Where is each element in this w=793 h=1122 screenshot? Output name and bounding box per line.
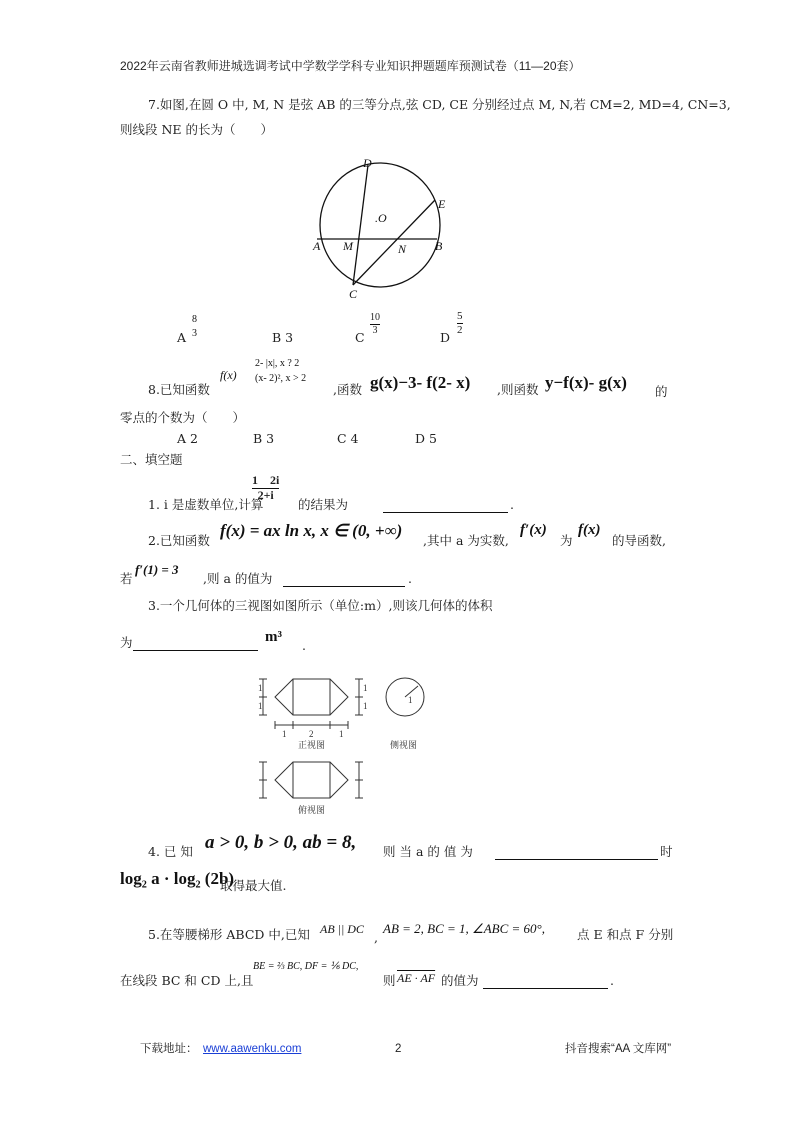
svg-text:1: 1 xyxy=(258,683,263,693)
f4-formula2: log₂ a · log₂ (2b) xyxy=(120,869,235,888)
q7-option-d: D xyxy=(440,330,451,345)
f2-end: . xyxy=(408,571,412,586)
f5-answer-blank xyxy=(483,988,608,989)
label-m: M xyxy=(343,239,353,253)
f2-cond: f′(1) = 3 xyxy=(135,562,179,577)
f1-answer-blank xyxy=(383,512,508,513)
q7-line1: 7.如图,在圆 O 中, M, N 是弦 AB 的三等分点,弦 CD, CE 分别经过点 M, N,若 CM=2, MD=4, CN=3, xyxy=(148,97,731,112)
label-b: B xyxy=(435,239,443,253)
f3-unit: m³ xyxy=(265,629,282,645)
f5-comma: , xyxy=(374,930,378,945)
f2-wei: 为 xyxy=(560,533,573,548)
q7-option-a: A xyxy=(177,330,187,345)
label-a: A xyxy=(313,239,321,253)
f2-mid: ,其中 a 为实数, xyxy=(423,533,509,548)
f5-suffix: 的值为 xyxy=(441,973,479,988)
f5-f2: AB = 2, BC = 1, ∠ABC = 60°, xyxy=(383,921,545,936)
f2-fpx: f′(x) xyxy=(520,522,547,538)
label-e: E xyxy=(438,197,446,211)
q7-option-b: B 3 xyxy=(272,330,294,345)
label-n: N xyxy=(398,242,407,256)
label-c: C xyxy=(349,287,358,300)
svg-text:1: 1 xyxy=(408,695,413,705)
q8-option-a: A 2 xyxy=(177,431,198,446)
top-view-label: 俯视图 xyxy=(298,805,326,815)
f1-end: . xyxy=(510,497,514,512)
f3-end: . xyxy=(302,638,306,653)
q8-mid2: ,则函数 xyxy=(497,382,539,397)
label-d: D xyxy=(363,156,372,170)
circle-figure xyxy=(305,150,465,300)
f3-line1: 3.一个几何体的三视图如图所示（单位:m）,则该几何体的体积 xyxy=(148,598,493,613)
svg-text:2: 2 xyxy=(309,729,314,739)
f4-formula: a > 0, b > 0, ab = 8, xyxy=(205,832,357,853)
f1-fraction: 1 2i 2+i xyxy=(252,473,280,502)
f2-fx: f(x) xyxy=(578,522,601,538)
q8-piece1: 2- |x|, x ? 2 xyxy=(255,358,300,369)
f2-prefix: 2.已知函数 xyxy=(148,533,210,548)
f1-suffix: 的结果为 xyxy=(298,497,349,512)
section-title: 二、填空题 xyxy=(120,452,183,467)
footer-label: 下载地址： xyxy=(140,1043,198,1055)
f5-end: . xyxy=(610,973,614,988)
q8-option-c: C 4 xyxy=(337,431,359,446)
f5-f4: AE · AF xyxy=(397,971,436,985)
svg-text:1: 1 xyxy=(363,683,368,693)
f1-prefix: 1. i 是虚数单位,计算 xyxy=(148,497,264,512)
q7-option-c: C xyxy=(355,330,365,345)
f5-f3: BE = ⅔ BC, DF = ⅙ DC, xyxy=(253,961,359,972)
q8-option-b: B 3 xyxy=(253,431,275,446)
svg-text:1: 1 xyxy=(282,729,287,739)
f3-wei: 为 xyxy=(120,635,133,650)
footer-right: 抖音搜索“AA 文库网” xyxy=(565,1043,672,1055)
q8-gx: g(x)−3- f(2- x) xyxy=(370,373,471,392)
f5-f1: AB || DC xyxy=(320,922,364,936)
f5-mid: 点 E 和点 F 分别 xyxy=(577,927,674,942)
page-number: 2 xyxy=(395,1043,402,1055)
q8-option-d: D 5 xyxy=(415,431,437,446)
q8-line2: 零点的个数为（ ） xyxy=(120,410,246,425)
svg-text:1: 1 xyxy=(258,701,263,711)
q8-fx: f(x) xyxy=(220,368,237,382)
footer-link[interactable]: www.aawenku.com xyxy=(203,1043,302,1055)
f4-mid: 则 当 a 的 值 为 xyxy=(383,844,473,859)
f3-answer-blank xyxy=(133,650,258,651)
q8-y: y−f(x)- g(x) xyxy=(545,373,627,392)
f4-prefix: 4. 已 知 xyxy=(148,844,193,859)
f5-ze: 则 xyxy=(383,973,396,988)
svg-text:1: 1 xyxy=(339,729,344,739)
q7-option-a-fraction: 8 3 xyxy=(192,314,197,339)
side-view-label: 侧视图 xyxy=(390,740,418,750)
f4-shi: 时 xyxy=(660,844,673,859)
q7-option-c-fraction: 10 3 xyxy=(370,312,380,336)
q7-option-d-fraction: 5 2 xyxy=(457,310,463,336)
f5-prefix: 5.在等腰梯形 ABCD 中,已知 xyxy=(148,927,310,942)
f4-answer-blank xyxy=(495,859,658,860)
f2-ruo: 若 xyxy=(120,571,133,586)
f4-suffix: 取得最大值. xyxy=(220,878,287,893)
f2-formula: f(x) = ax ln x, x ∈ (0, +∞) xyxy=(220,521,403,540)
q7-line2: 则线段 NE 的长为（ ） xyxy=(120,122,274,137)
front-view-label: 正视图 xyxy=(298,740,326,750)
f5-line2: 在线段 BC 和 CD 上,且 xyxy=(120,973,254,988)
f2-line2: ,则 a 的值为 xyxy=(203,571,273,586)
q8-piece2: (x- 2)², x > 2 xyxy=(255,373,307,384)
q8-prefix: 8.已知函数 xyxy=(148,382,210,397)
q8-suffix: 的 xyxy=(655,384,668,399)
three-view-figure xyxy=(245,665,445,820)
q8-mid1: ,函数 xyxy=(333,382,362,397)
f2-answer-blank xyxy=(283,586,405,587)
svg-text:1: 1 xyxy=(363,701,368,711)
f2-suffix: 的导函数, xyxy=(612,533,666,548)
page-header: 2022年云南省教师进城选调考试中学数学学科专业知识押题题库预测试卷（11—20套） xyxy=(120,59,581,73)
label-o: .O xyxy=(375,211,387,225)
